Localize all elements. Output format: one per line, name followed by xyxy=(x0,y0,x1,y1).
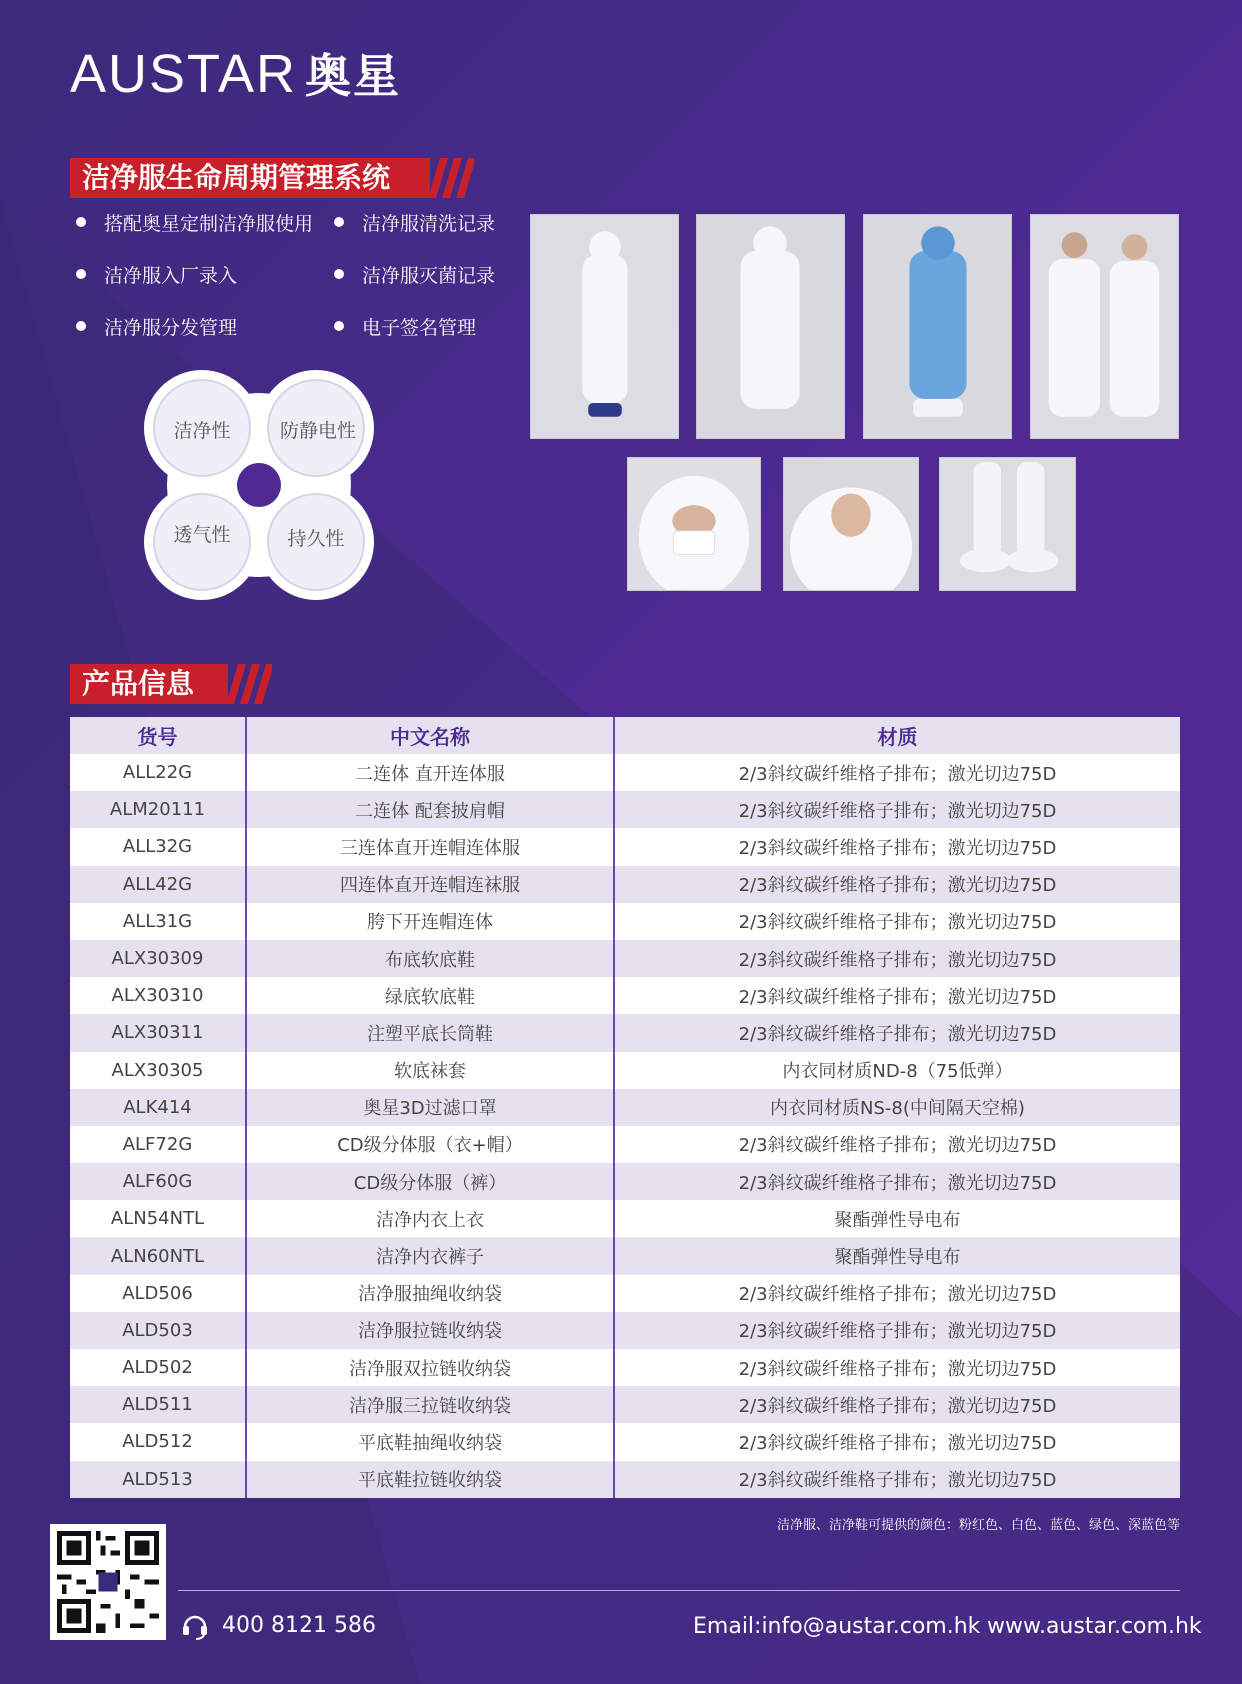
flower-shape-icon xyxy=(134,362,384,608)
cell-name: 洁净服双拉链收纳袋 xyxy=(246,1349,614,1386)
cell-sku: ALK414 xyxy=(70,1089,246,1126)
contact-email[interactable]: Email:info@austar.com.hk xyxy=(693,1614,981,1639)
cell-name: 二连体 直开连体服 xyxy=(246,754,614,791)
cell-sku: ALD506 xyxy=(70,1275,246,1312)
cell-material: 2/3斜纹碳纤维格子排布；激光切边75D xyxy=(614,903,1180,940)
cell-name: 洁净服三拉链收纳袋 xyxy=(246,1386,614,1423)
product-photo-hood-cape xyxy=(783,457,919,591)
cell-material: 2/3斜纹碳纤维格子排布；激光切边75D xyxy=(614,791,1180,828)
feature-item: 洁净服灭菌记录 xyxy=(334,262,514,286)
cell-name: 奥星3D过滤口罩 xyxy=(246,1089,614,1126)
table-row xyxy=(70,791,1180,828)
cell-name: 洁净内衣上衣 xyxy=(246,1200,614,1237)
table-row xyxy=(70,1163,1180,1200)
cell-sku: ALX30309 xyxy=(70,940,246,977)
table-row xyxy=(70,1126,1180,1163)
property-label: 防静电性 xyxy=(279,420,356,442)
feature-item: 洁净服分发管理 xyxy=(76,314,334,338)
section-title-product xyxy=(70,664,228,704)
table-row xyxy=(70,1461,1180,1498)
cell-material: 2/3斜纹碳纤维格子排布；激光切边75D xyxy=(614,1423,1180,1460)
table-row xyxy=(70,1312,1180,1349)
cell-sku: ALM20111 xyxy=(70,791,246,828)
table-row xyxy=(70,1237,1180,1274)
qr-code-icon xyxy=(57,1531,159,1633)
property-label: 透气性 xyxy=(173,524,231,546)
cell-sku: ALD502 xyxy=(70,1349,246,1386)
product-photo-boots xyxy=(939,457,1076,591)
cell-sku: ALD513 xyxy=(70,1461,246,1498)
bullet-icon xyxy=(334,217,344,227)
brand-name-cn: 奥星 xyxy=(305,49,402,103)
cell-sku: ALX30305 xyxy=(70,1052,246,1089)
feature-item: 搭配奥星定制洁净服使用 xyxy=(76,210,334,234)
cell-sku: ALL22G xyxy=(70,754,246,791)
column-header-name: 中文名称 xyxy=(246,717,614,754)
table-row xyxy=(70,1275,1180,1312)
bullet-icon xyxy=(334,269,344,279)
cell-name: 注塑平底长筒鞋 xyxy=(246,1014,614,1051)
cell-material: 2/3斜纹碳纤维格子排布；激光切边75D xyxy=(614,1349,1180,1386)
cell-material: 2/3斜纹碳纤维格子排布；激光切边75D xyxy=(614,1163,1180,1200)
product-title: 产品信息 xyxy=(82,667,195,700)
property-label: 持久性 xyxy=(287,528,345,550)
cell-name: 布底软底鞋 xyxy=(246,940,614,977)
cell-sku: ALN60NTL xyxy=(70,1237,246,1274)
cell-sku: ALF60G xyxy=(70,1163,246,1200)
column-header-material: 材质 xyxy=(614,717,1180,754)
cell-sku: ALX30311 xyxy=(70,1014,246,1051)
cell-sku: ALD512 xyxy=(70,1423,246,1460)
cell-name: 软底袜套 xyxy=(246,1052,614,1089)
cell-sku: ALL31G xyxy=(70,903,246,940)
cell-name: 胯下开连帽连体 xyxy=(246,903,614,940)
product-photo-underwear-pair xyxy=(1030,214,1179,439)
headset-icon xyxy=(180,1610,210,1640)
column-header-sku: 货号 xyxy=(70,717,246,754)
cell-material: 2/3斜纹碳纤维格子排布；激光切边75D xyxy=(614,940,1180,977)
table-row xyxy=(70,1423,1180,1460)
cell-name: 平底鞋拉链收纳袋 xyxy=(246,1461,614,1498)
table-row xyxy=(70,1200,1180,1237)
cell-material: 2/3斜纹碳纤维格子排布；激光切边75D xyxy=(614,1126,1180,1163)
feature-item: 洁净服清洗记录 xyxy=(334,210,514,234)
cell-sku: ALF72G xyxy=(70,1126,246,1163)
bullet-icon xyxy=(76,217,86,227)
cell-sku: ALL32G xyxy=(70,828,246,865)
feature-item: 电子签名管理 xyxy=(334,314,514,338)
table-row xyxy=(70,828,1180,865)
product-photo-hood-mask xyxy=(627,457,761,591)
cell-sku: ALX30310 xyxy=(70,977,246,1014)
cell-material: 2/3斜纹碳纤维格子排布；激光切边75D xyxy=(614,1275,1180,1312)
table-header-row xyxy=(70,717,1180,754)
table-row xyxy=(70,1386,1180,1423)
lifecycle-title: 洁净服生命周期管理系统 xyxy=(82,161,391,194)
cell-material: 聚酯弹性导电布 xyxy=(614,1200,1180,1237)
cell-name: CD级分体服（衣+帽） xyxy=(246,1126,614,1163)
table-row xyxy=(70,1052,1180,1089)
cell-material: 内衣同材质NS-8(中间隔天空棉) xyxy=(614,1089,1180,1126)
cell-sku: ALD503 xyxy=(70,1312,246,1349)
cell-name: 洁净服拉链收纳袋 xyxy=(246,1312,614,1349)
feature-item: 洁净服入厂录入 xyxy=(76,262,334,286)
bullet-icon xyxy=(76,321,86,331)
feature-list xyxy=(76,210,516,338)
bullet-icon xyxy=(76,269,86,279)
table-row xyxy=(70,940,1180,977)
cell-material: 2/3斜纹碳纤维格子排布；激光切边75D xyxy=(614,828,1180,865)
product-table xyxy=(70,717,1180,1498)
property-label: 洁净性 xyxy=(173,420,231,442)
table-row xyxy=(70,977,1180,1014)
cell-material: 2/3斜纹碳纤维格子排布；激光切边75D xyxy=(614,1312,1180,1349)
cell-sku: ALL42G xyxy=(70,866,246,903)
cell-name: 二连体 配套披肩帽 xyxy=(246,791,614,828)
table-row xyxy=(70,1349,1180,1386)
section-title-lifecycle xyxy=(70,158,430,198)
product-photo-coverall-blue xyxy=(863,214,1012,439)
brand-name-en: AUSTAR xyxy=(70,44,298,104)
cell-material: 2/3斜纹碳纤维格子排布；激光切边75D xyxy=(614,1014,1180,1051)
qr-code xyxy=(50,1524,166,1640)
phone-number: 400 8121 586 xyxy=(222,1612,376,1638)
cell-material: 2/3斜纹碳纤维格子排布；激光切边75D xyxy=(614,754,1180,791)
cell-name: 洁净内衣裤子 xyxy=(246,1237,614,1274)
cell-name: 三连体直开连帽连体服 xyxy=(246,828,614,865)
color-footnote: 洁净服、洁净鞋可提供的颜色：粉红色、白色、蓝色、绿色、深蓝色等 xyxy=(776,1518,1180,1533)
brand-logo xyxy=(70,40,401,106)
cell-material: 2/3斜纹碳纤维格子排布；激光切边75D xyxy=(614,1461,1180,1498)
bullet-icon xyxy=(334,321,344,331)
table-row xyxy=(70,1089,1180,1126)
cell-material: 2/3斜纹碳纤维格子排布；激光切边75D xyxy=(614,866,1180,903)
table-row xyxy=(70,866,1180,903)
table-row xyxy=(70,754,1180,791)
slash-decoration-icon xyxy=(228,664,272,704)
cell-material: 2/3斜纹碳纤维格子排布；激光切边75D xyxy=(614,977,1180,1014)
cell-name: 平底鞋抽绳收纳袋 xyxy=(246,1423,614,1460)
contact-website[interactable]: www.austar.com.hk xyxy=(987,1614,1202,1639)
footer-divider xyxy=(178,1590,1180,1591)
cell-sku: ALD511 xyxy=(70,1386,246,1423)
cell-material: 2/3斜纹碳纤维格子排布；激光切边75D xyxy=(614,1386,1180,1423)
table-row xyxy=(70,1014,1180,1051)
contact-phone xyxy=(180,1610,376,1640)
cell-material: 聚酯弹性导电布 xyxy=(614,1237,1180,1274)
slash-decoration-icon xyxy=(430,158,474,198)
cell-name: CD级分体服（裤） xyxy=(246,1163,614,1200)
cell-material: 内衣同材质ND-8（75低弹） xyxy=(614,1052,1180,1089)
cell-name: 洁净服抽绳收纳袋 xyxy=(246,1275,614,1312)
product-photo-coverall-white xyxy=(530,214,679,439)
cell-name: 四连体直开连帽连袜服 xyxy=(246,866,614,903)
product-photo-coverall-hood xyxy=(696,214,845,439)
table-row xyxy=(70,903,1180,940)
cell-name: 绿底软底鞋 xyxy=(246,977,614,1014)
properties-diagram xyxy=(134,362,384,608)
cell-sku: ALN54NTL xyxy=(70,1200,246,1237)
